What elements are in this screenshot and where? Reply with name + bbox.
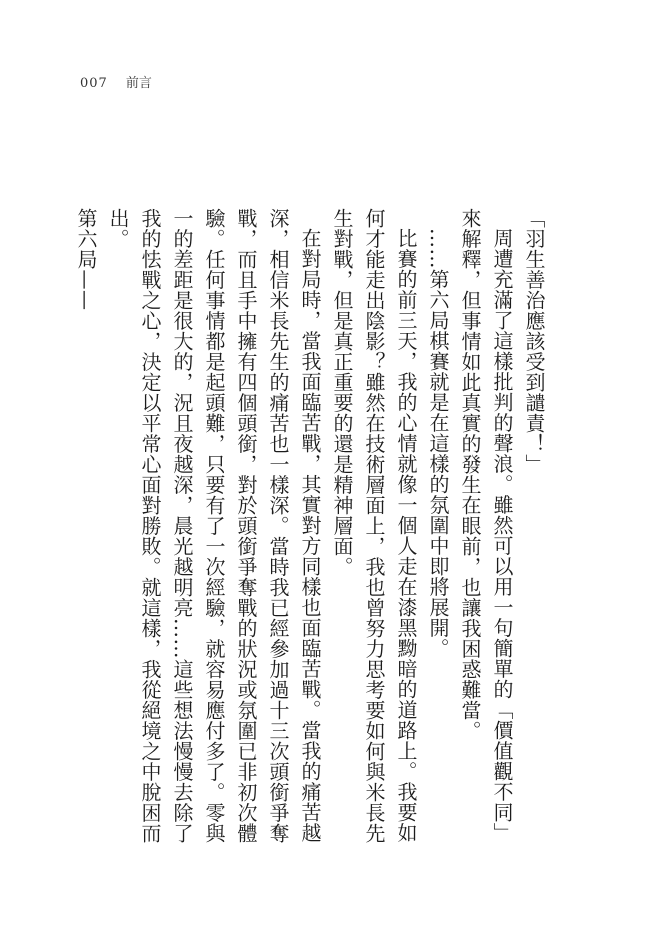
- chapter-heading: 第六局——: [74, 208, 98, 311]
- paragraph: ……第六局棋賽就是在這樣的氛圍中即將展開。: [426, 228, 450, 659]
- paragraph: 比賽的前三天，我的心情就像一個人走在漆黑黝暗的道路上。我要如何才能走出陰影？雖然在技術層面上，我也曾努力思考要如何與米長先生對戰，但是真正重要的還是精神層面。: [330, 208, 418, 844]
- page-header: [80, 72, 152, 91]
- paragraph-quote: 「羽生善治應該受到譴責！」: [522, 208, 546, 475]
- page-number: 007: [80, 76, 108, 91]
- body-text: [52, 208, 550, 858]
- paragraph: 周遭充滿了這樣批判的聲浪。雖然可以用一句簡單的「價值觀不同」來解釋，但事情如此真實的發生在眼前，也讓我困惑難當。: [458, 208, 514, 843]
- section-title: 前言: [125, 76, 152, 91]
- paragraph: 在對局時，當我面臨苦戰，其實對方同樣也面臨苦戰。當我的痛苦越深，相信米長先生的痛苦也一樣深。當時我已經參加過十三次頭銜爭奪戰，而且手中擁有四個頭銜，對於頭銜爭奪戰的狀況或氛圍已非初次體驗。任何事情都是起頭難，只要有了一次經驗，就容易應付多了。零與一的差距是很大的，況且夜越深，晨光越明亮……這些想法慢慢去除了我的怯戰之心，決定以平常心面對勝敗。就這樣，我從絕境之中脫困而出。: [106, 208, 322, 844]
